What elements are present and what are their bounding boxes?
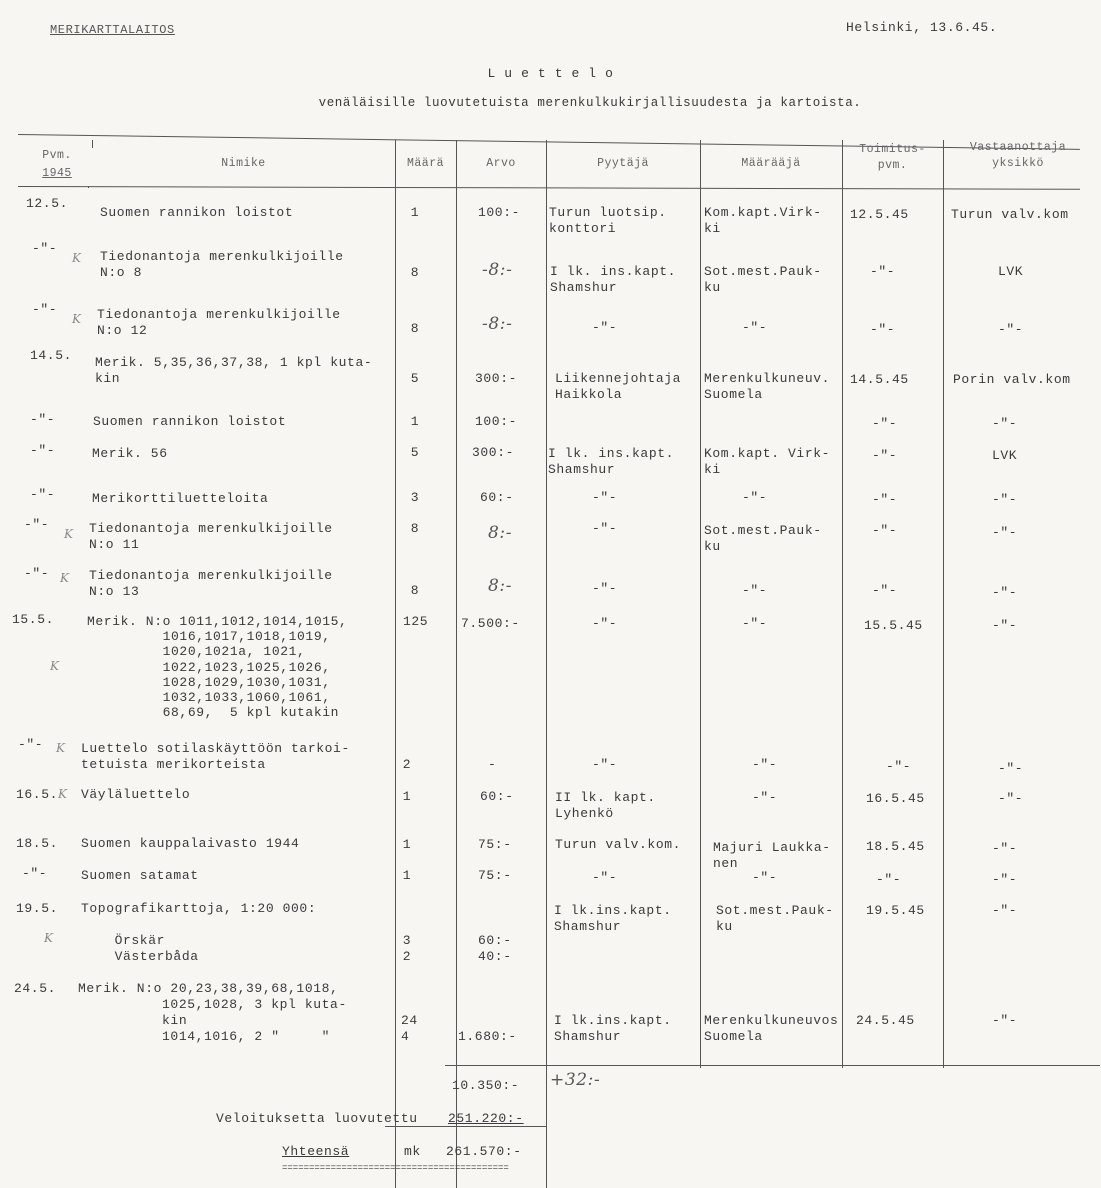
row-requester: -"- xyxy=(592,521,618,536)
sum-value: 10.350:- xyxy=(452,1078,520,1093)
col-divider-date xyxy=(92,140,93,148)
row-value: 300:- xyxy=(472,445,515,460)
row-title: Luettelo sotilaskäyttöön tarkoi- tetuista merikorteista xyxy=(81,741,350,772)
row-delivery: -"- xyxy=(872,583,898,598)
row-delivery: -"- xyxy=(872,492,898,507)
row-orderer: Merenkulkuneuvos Suomela xyxy=(704,1013,839,1044)
row-date: -"- xyxy=(24,517,50,532)
total-double-underline: ========================================== xyxy=(282,1163,509,1173)
row-recipient: -"- xyxy=(992,416,1018,431)
row-check-mark: K xyxy=(72,312,82,326)
row-recipient: -"- xyxy=(998,791,1024,806)
row-orderer: Kom.kapt. Virk- ki xyxy=(704,446,831,477)
row-value-handwritten: 8:- xyxy=(488,576,513,596)
col-header-recipient: Vastaanottaja yksikkö xyxy=(969,141,1067,170)
sum-handwritten: +32:- xyxy=(550,1070,601,1090)
row-qty: 1 xyxy=(402,868,412,883)
row-date: -"- xyxy=(18,737,44,752)
row-requester: II lk. kapt. Lyhenkö xyxy=(555,790,656,821)
row-title: Suomen kauppalaivasto 1944 xyxy=(81,836,300,851)
row-title: Suomen satamat xyxy=(81,868,199,883)
row-date: -"- xyxy=(32,302,58,317)
row-requester: -"- xyxy=(592,757,618,772)
row-title: Tiedonantoja merenkulkijoille N:o 12 xyxy=(97,307,341,338)
row-title: Merikorttiluetteloita xyxy=(92,491,269,506)
row-requester: Liikennejohtaja Haikkola xyxy=(555,371,682,402)
row-value: 75:- xyxy=(478,868,512,883)
row-check-mark: K xyxy=(56,741,66,755)
row-title: Suomen rannikon loistot xyxy=(100,205,294,220)
free-value: 251.220:- xyxy=(448,1111,524,1126)
col-divider-requester xyxy=(700,140,701,1068)
row-recipient: -"- xyxy=(998,322,1024,337)
row-date: 19.5. xyxy=(16,901,59,916)
row-requester: -"- xyxy=(592,320,618,335)
row-value: 100:- xyxy=(475,414,518,429)
col-divider-delivery xyxy=(943,140,944,1068)
row-title: Topografikarttoja, 1:20 000: Örskär Västerbåda xyxy=(81,901,317,964)
col-header-requester: Pyytäjä xyxy=(597,157,649,170)
row-orderer: -"- xyxy=(752,870,778,885)
row-delivery: 18.5.45 xyxy=(866,839,925,854)
row-date: 14.5. xyxy=(30,348,73,363)
row-recipient: -"- xyxy=(998,761,1024,776)
row-recipient: -"- xyxy=(992,841,1018,856)
row-check-mark: K xyxy=(50,659,60,673)
row-recipient: -"- xyxy=(992,872,1018,887)
row-recipient: -"- xyxy=(992,903,1018,918)
row-qty: 125 xyxy=(403,614,429,629)
row-orderer: -"- xyxy=(752,790,778,805)
row-orderer: -"- xyxy=(752,757,778,772)
row-qty: 3 xyxy=(410,490,420,505)
row-value-handwritten: -8:- xyxy=(482,314,513,334)
row-orderer: Sot.mest.Pauk- ku xyxy=(704,264,822,295)
row-date: -"- xyxy=(22,866,48,881)
page-title: L u e t t e l o xyxy=(487,66,614,81)
row-title: Tiedonantoja merenkulkijoille N:o 13 xyxy=(89,568,333,599)
row-recipient: -"- xyxy=(992,618,1018,633)
row-qty: 1 xyxy=(402,837,412,852)
row-check-mark: K xyxy=(64,527,74,541)
col-divider-orderer xyxy=(842,140,843,1068)
row-qty: 1 xyxy=(410,205,420,220)
row-requester: I lk. ins.kapt. Shamshur xyxy=(548,446,675,477)
row-requester: I lk.ins.kapt. Shamshur xyxy=(554,1013,672,1044)
col-header-delivery: Toimitus- pvm. xyxy=(859,143,926,172)
row-requester: I lk.ins.kapt. Shamshur xyxy=(554,903,672,934)
row-requester: Turun valv.kom. xyxy=(555,837,682,852)
row-recipient: LVK xyxy=(998,264,1024,279)
row-requester: Turun luotsip. konttori xyxy=(549,205,667,236)
row-date: -"- xyxy=(32,241,58,256)
col-header-date: Pvm. xyxy=(42,149,72,162)
row-orderer: Sot.mest.Pauk- ku xyxy=(704,523,822,554)
row-delivery: -"- xyxy=(876,872,902,887)
row-orderer: -"- xyxy=(742,583,768,598)
row-delivery: 14.5.45 xyxy=(850,372,909,387)
total-value: 261.570:- xyxy=(446,1144,522,1159)
row-recipient: Porin valv.kom xyxy=(953,372,1071,387)
free-label: Veloituksetta luovutettu xyxy=(216,1111,418,1126)
row-date: -"- xyxy=(24,566,50,581)
row-title: Suomen rannikon loistot xyxy=(93,414,287,429)
row-value: 75:- xyxy=(478,837,512,852)
row-delivery: 19.5.45 xyxy=(866,903,925,918)
col-divider-date-2 xyxy=(88,186,89,188)
row-recipient: -"- xyxy=(992,585,1018,600)
col-header-orderer: Määrääjä xyxy=(741,157,801,170)
col-header-value: Arvo xyxy=(486,157,516,170)
row-value: 7.500:- xyxy=(461,616,520,631)
col-header-title: Nimike xyxy=(221,157,266,170)
row-recipient: -"- xyxy=(992,1013,1018,1028)
row-date: 12.5. xyxy=(26,196,69,211)
row-date: 24.5. xyxy=(14,981,57,996)
row-date: -"- xyxy=(30,487,56,502)
row-value: 60:- xyxy=(480,789,514,804)
row-orderer: Merenkulkuneuv. Suomela xyxy=(704,371,831,402)
row-title: Merik. N:o 20,23,38,39,68,1018, 1025,1028, 3 kpl kuta- kin 1014,1016, 2 " " xyxy=(78,981,347,1044)
row-check-mark: K xyxy=(44,931,54,945)
row-requester: I lk. ins.kapt. Shamshur xyxy=(550,264,677,295)
row-orderer: Majuri Laukka- nen xyxy=(713,840,831,871)
row-orderer: -"- xyxy=(742,320,768,335)
row-title: Merik. N:o 1011,1012,1014,1015, 1016,1017,1018,1019, 1020,1021a, 1021, 1022,1023,1025,1026, 1028,1029,1030,1031, 1032,1033,1060,1061, 68,69, 5 kpl kutakin xyxy=(87,614,348,721)
row-qty: 8 xyxy=(410,521,420,536)
row-title: Merik. 56 xyxy=(92,446,168,461)
col-header-qty: Määrä xyxy=(406,157,444,170)
row-title: Merik. 5,35,36,37,38, 1 kpl kuta- kin xyxy=(95,355,373,386)
place-date: Helsinki, 13.6.45. xyxy=(846,20,998,35)
table-header-rule xyxy=(18,186,1080,190)
row-qty: 1 xyxy=(402,789,412,804)
row-qty: 8 xyxy=(410,265,420,280)
row-qty: 5 xyxy=(410,371,420,386)
col-divider-title xyxy=(395,140,396,1188)
sum-rule xyxy=(445,1065,1100,1066)
row-delivery: -"- xyxy=(872,523,898,538)
row-orderer: -"- xyxy=(742,616,768,631)
row-qty: 8 xyxy=(410,583,420,598)
row-recipient: LVK xyxy=(992,448,1018,463)
row-check-mark: K xyxy=(60,571,70,585)
row-date: 16.5. xyxy=(16,787,59,802)
row-value: 60:- 40:- xyxy=(478,933,512,964)
row-recipient: -"- xyxy=(992,492,1018,507)
row-title: Tiedonantoja merenkulkijoille N:o 8 xyxy=(100,249,344,280)
row-requester: -"- xyxy=(592,581,618,596)
row-orderer: Sot.mest.Pauk- ku xyxy=(716,903,834,934)
row-recipient: -"- xyxy=(992,525,1018,540)
row-qty: 5 xyxy=(410,445,420,460)
row-value: 60:- xyxy=(480,490,514,505)
row-delivery: -"- xyxy=(870,322,896,337)
row-delivery: -"- xyxy=(872,448,898,463)
row-delivery: 12.5.45 xyxy=(850,207,909,222)
row-qty: 1 xyxy=(410,414,420,429)
row-requester: -"- xyxy=(592,870,618,885)
row-requester: -"- xyxy=(592,490,618,505)
col-divider-value xyxy=(546,140,547,1188)
row-delivery: -"- xyxy=(886,759,912,774)
row-delivery: -"- xyxy=(870,264,896,279)
row-value: 300:- xyxy=(475,371,518,386)
row-requester: -"- xyxy=(592,616,618,631)
row-check-mark: K xyxy=(58,787,68,801)
row-date: -"- xyxy=(30,412,56,427)
total-label: Yhteensä xyxy=(282,1144,350,1159)
col-header-year: 1945 xyxy=(42,167,72,180)
org-stamp: MERIKARTTALAITOS xyxy=(50,23,175,37)
row-value: 100:- xyxy=(478,205,521,220)
row-value-handwritten: 8:- xyxy=(488,523,513,543)
row-date: 15.5. xyxy=(12,612,55,627)
row-value: - xyxy=(488,757,497,772)
row-qty: 8 xyxy=(410,321,420,336)
row-delivery: -"- xyxy=(872,416,898,431)
row-qty: 24 4 xyxy=(401,1013,418,1044)
row-delivery: 16.5.45 xyxy=(866,791,925,806)
row-qty: 3 2 xyxy=(402,933,412,964)
col-divider-qty xyxy=(456,140,457,1188)
row-check-mark: K xyxy=(72,251,82,265)
row-title: Väyläluettelo xyxy=(81,787,191,802)
row-recipient: Turun valv.kom xyxy=(951,207,1069,222)
row-title: Tiedonantoja merenkulkijoille N:o 11 xyxy=(89,521,333,552)
row-date: 18.5. xyxy=(16,836,59,851)
row-qty: 2 xyxy=(402,757,412,772)
row-orderer: -"- xyxy=(742,490,768,505)
row-delivery: 15.5.45 xyxy=(864,618,923,633)
row-value: 1.680:- xyxy=(458,1029,517,1044)
row-orderer: Kom.kapt.Virk- ki xyxy=(704,205,822,236)
page-subtitle: venäläisille luovutetuista merenkulkukirjallisuudesta ja kartoista. xyxy=(318,96,862,110)
row-delivery: 24.5.45 xyxy=(856,1013,915,1028)
row-date: -"- xyxy=(30,443,56,458)
row-value-handwritten: -8:- xyxy=(482,260,513,280)
total-currency: mk xyxy=(404,1144,421,1159)
